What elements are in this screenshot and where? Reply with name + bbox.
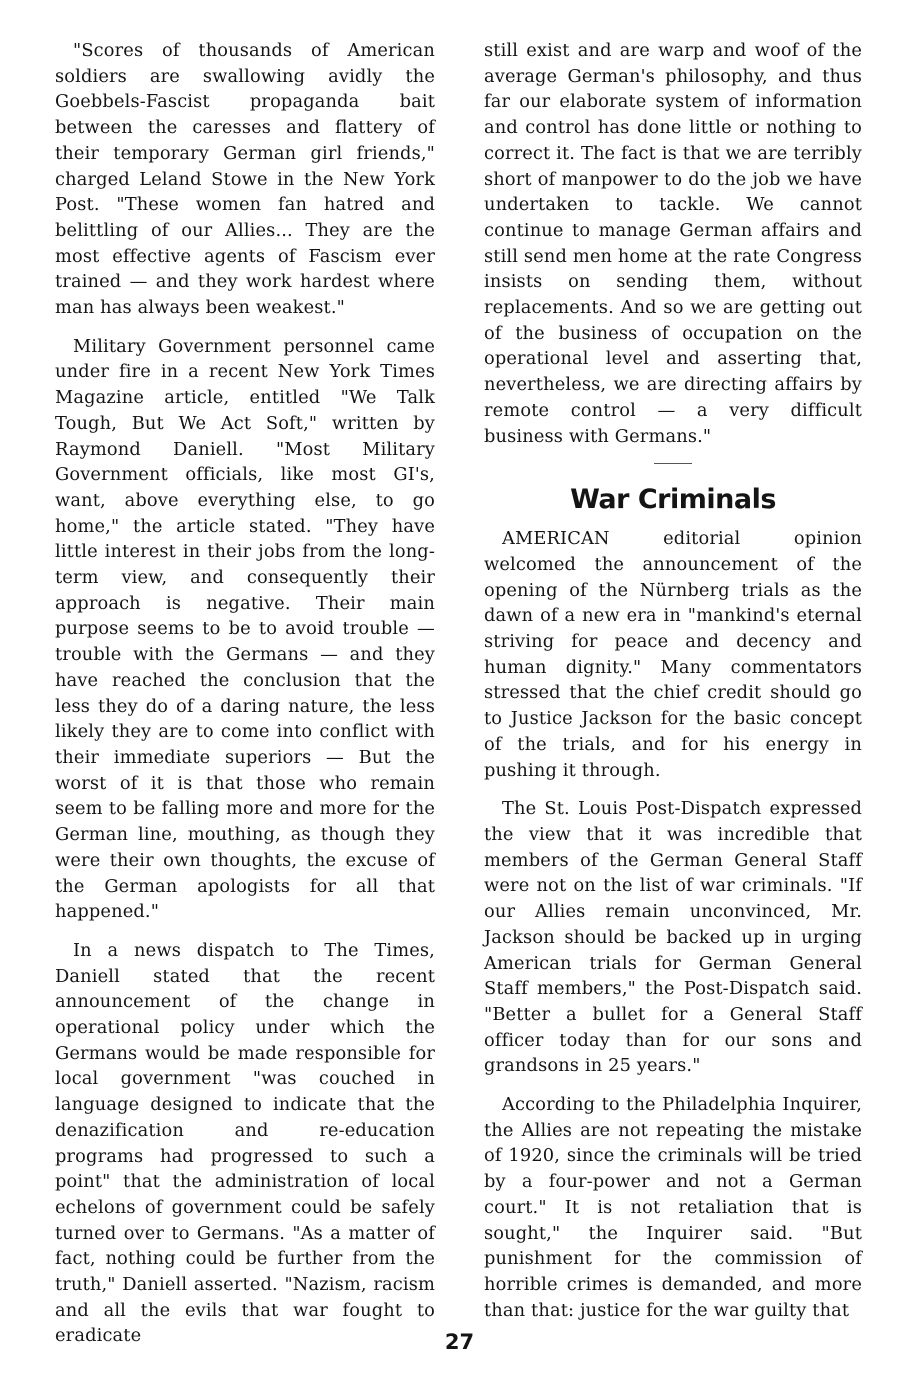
continued-paragraph: still exist and are warp and woof of the average German's philosophy, and thus far our elaborate system of information and control has done little or nothing to correct it. The fact is that we are terribly short of manpower to do the job we have undertaken to tackle. We cannot continue to manage German affairs and still send men home at the rate Congress insists on sending them, without replacements. And so we are getting out of the business of occupation on the operational level and asserting that, nevertheless, we are directing affairs by remote control — a very difficult business with Germans." xyxy=(484,40,862,447)
section-divider xyxy=(654,463,692,464)
body-paragraph: AMERICAN editorial opinion welcomed the announcement of the opening of the Nürnberg trials as the dawn of a new era in "mankind's eternal striving for peace and decency and human dignity." Many commentators stressed that the chief credit should go to Justice Jackson for the basic concept of the trials, and for his energy in pushing it through. xyxy=(484,528,862,781)
left-column xyxy=(55,38,435,1362)
right-column xyxy=(484,38,862,1336)
section-heading: War Criminals xyxy=(570,484,776,516)
body-paragraph: In a news dispatch to The Times, Daniell stated that the recent announcement of the change in operational policy under which the Germans would be made responsible for local government "was couched in language designed to indicate that the denazification and re-education programs had progressed to such a point" that the administration of local echelons of government could be safely turned over to Germans. "As a matter of fact, nothing could be further from the truth," Daniell asserted. "Nazism, racism and all the evils that war fought to eradicate xyxy=(55,939,435,1347)
body-paragraph: "Scores of thousands of American soldiers are swallowing avidly the Goebbels-Fascist propaganda bait between the caresses and flattery of their temporary German girl friends," charged Leland Stowe in the New York Post. "These women fan hatred and belittling of our Allies... They are the most effective agents of Fascism ever trained — and they work hardest where man has always been weakest." xyxy=(55,40,435,319)
body-paragraph: According to the Philadelphia Inquirer, the Allies are not repeating the mistake of 1920, since the criminals will be tried by a four-power and not a German court." It is not retaliation that is sought," the Inquirer said. "But punishment for the commission of horrible crimes is demanded, and more than that: justice for the war guilty that xyxy=(484,1094,862,1321)
page-number: 27 xyxy=(444,1330,475,1354)
body-paragraph: Military Government personnel came under fire in a recent New York Times Magazine article, entitled "We Talk Tough, But We Act Soft," written by Raymond Daniell. "Most Military Government officials, like most GI's, want, above everything else, to go home," the article stated. "They have little interest in their jobs from the long-term view, and consequently their approach is negative. Their main purpose seems to be to avoid trouble — trouble with the Germans — and they have reached the conclusion that the less they do of a daring nature, the less likely they are to come into conflict with their immediate superiors — But the worst of it is that those who remain seem to be falling more and more for the German line, mouthing, as though they were their own thoughts, the excuse of the German apologists for all that happened." xyxy=(55,335,435,923)
body-paragraph: The St. Louis Post-Dispatch expressed the view that it was incredible that members of the German General Staff were not on the list of war criminals. "If our Allies remain unconvinced, Mr. Jackson should be backed up in urging American trials for German General Staff members," the Post-Dispatch said. "Better a bullet for a General Staff officer today than for our sons and grandsons in 25 years." xyxy=(484,798,862,1077)
